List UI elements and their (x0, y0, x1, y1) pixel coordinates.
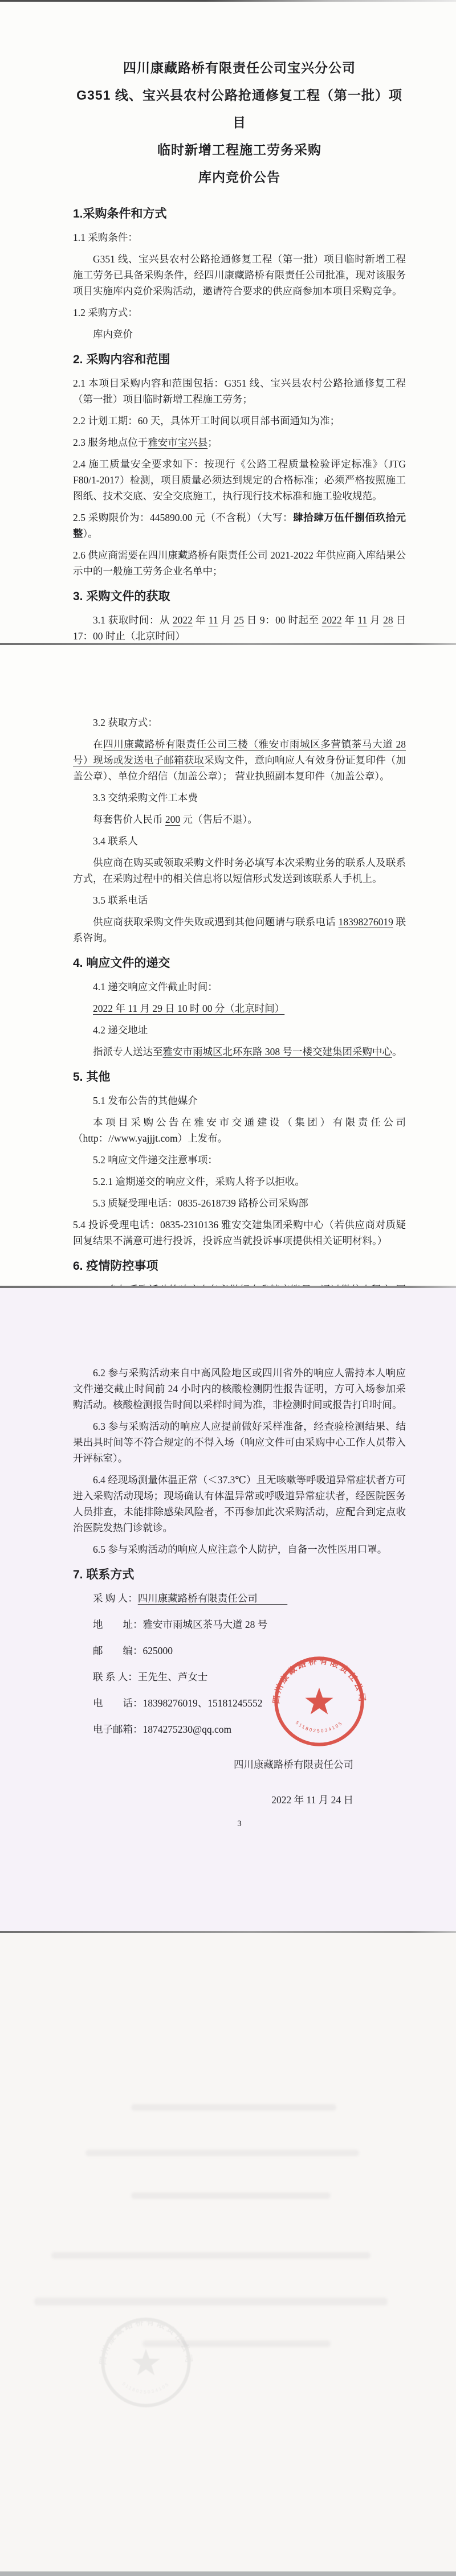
paragraph (73, 1022, 406, 1038)
paragraph (73, 1418, 406, 1466)
paragraph (73, 811, 406, 827)
seal-star-icon (132, 2349, 160, 2376)
text-run: 指派专人送达至 (93, 1046, 163, 1057)
text-run: 2022 (172, 614, 193, 626)
seal-company-text: 四川康藏路桥有限责任公司 (98, 2317, 194, 2366)
text-run: 6.5 参与采购活动的响应人应注意个人防护，自备一次性医用口罩。 (93, 1544, 388, 1555)
text-run: 5.3 质疑受理电话：0835-2618739 路桥公司采购部 (93, 1197, 308, 1209)
text-run: 地 址：雅安市雨城区茶马大道 28 号 (93, 1619, 268, 1630)
text-run: 四川康藏路桥有限责任公司宝兴分公司 (123, 60, 356, 75)
text-run: 四川康藏路桥有限责任公司 (137, 1593, 288, 1604)
text-run: 6.2 参与采购活动来自中高风险地区或四川省外的响应人需持本人响应文件递交截止时间前 24 小时内的核酸检测阴性报告证明，方可入场参加采购活动。核酸检测报告时间以采样时间为准，非检测时间或报告打印时间。 (73, 1367, 406, 1410)
section-heading (73, 588, 406, 605)
page-1 (0, 2, 456, 643)
text-run: 肆拾肆万伍仟捌佰玖拾元整 (73, 512, 406, 539)
text-run: 电子邮箱：1874275230@qq.com (93, 1724, 232, 1735)
text-run: 4.1 递交响应文件截止时间： (93, 981, 218, 992)
text-run: 6.4 经现场测量体温正常（＜37.3℃）且无咳嗽等呼吸道异常症状者方可进入采购活动现场；现场确认有体温异常或呼吸道异常症状者，经医院医务人员排查，未能排除感染风险者，不再参加此次采购活动，应配合到定点收治医院发热门诊就诊。 (73, 1474, 406, 1533)
text-run: 2.1 本项目采购内容和范围包括：G351 线、宝兴县农村公路抢通修复工程（第一批）项目临时新增工程施工劳务； (73, 378, 406, 405)
paragraph (73, 790, 406, 806)
doc-title-line (73, 81, 406, 136)
paragraph (73, 855, 406, 887)
text-run: 月 (218, 614, 234, 626)
text-run: 2022 年 11 月 24 日 (271, 1794, 353, 1806)
text-run: 电 话：18398276019、15181245552 (93, 1697, 263, 1709)
paragraph (73, 914, 406, 946)
text-run: 28 (383, 614, 393, 626)
text-run: 每套售价人民币 (93, 814, 165, 825)
text-run: 11 (357, 614, 368, 626)
seal-company-text: 四川康藏路桥有限责任公司 (271, 1656, 367, 1705)
text-run: 。 (392, 1046, 402, 1057)
paragraph (73, 1093, 406, 1109)
section-heading (73, 1566, 406, 1584)
text-run: 邮 编：625000 (93, 1645, 173, 1656)
paragraph (73, 229, 406, 245)
paragraph (73, 612, 406, 644)
text-run: 3. 采购文件的获取 (73, 590, 170, 603)
text-run: 2. 采购内容和范围 (73, 353, 170, 366)
paragraph (73, 715, 406, 731)
text-run: ； (207, 437, 218, 448)
paragraph (73, 1174, 406, 1189)
text-run: 5.1 发布公告的其他媒介 (93, 1095, 198, 1106)
text-run: 4. 响应文件的递交 (73, 957, 170, 970)
text-run: 联 系 人：王先生、芦女士 (93, 1671, 208, 1683)
text-run: 5.2.1 逾期递交的响应文件，采购人将予以拒收。 (93, 1176, 305, 1187)
seal-star-icon (305, 1688, 333, 1714)
text-run: 年 (341, 614, 358, 626)
text-run: 6.3 参与采购活动的响应人应提前做好采样准备，经查验检测结果、结果出具时间等不符合规定的不得入场（响应文件可由采购中心工作人员带入开评标室）。 (73, 1421, 406, 1464)
paragraph (73, 1541, 406, 1557)
text-run: 3.4 联系人 (93, 835, 138, 847)
text-run: 200 (165, 814, 181, 825)
company-seal-ghost (97, 2314, 195, 2411)
contact-field (73, 1590, 406, 1606)
text-run: 5. 其他 (73, 1070, 111, 1084)
paragraph (73, 736, 406, 784)
text-run: 雅安市雨城区北环东路 308 号一楼交建集团采购中心 (162, 1046, 392, 1057)
text-run: 5.2 响应文件递交注意事项： (93, 1154, 218, 1166)
text-run: 库内竞价公告 (198, 170, 280, 184)
text-run: 雅安市宝兴县 (148, 437, 208, 448)
text-run: 年 (192, 614, 209, 626)
paragraph (73, 1365, 406, 1413)
page-4 (0, 1933, 456, 2571)
text-run: 供应商获取采购文件失败或遇到其他问题请与联系电话 (93, 916, 339, 928)
contact-field (73, 1617, 406, 1632)
doc-title-line (73, 54, 406, 81)
section-heading (73, 351, 406, 368)
signature-line (73, 1757, 406, 1773)
text-run: 库内竞价 (93, 329, 133, 340)
page-2 (0, 645, 456, 1286)
text-run: 2.6 供应商需要在四川康藏路桥有限责任公司 2021-2022 年供应商入库结果公示中的一般施工劳务企业名单中； (73, 549, 406, 577)
bleed-through-smear (34, 2298, 388, 2306)
text-run: 11 (208, 614, 218, 626)
bleed-through-smear (85, 2150, 359, 2156)
text-run: 四川康藏路桥有限责任公司三楼（雅安市雨城区多营镇茶马大道 28 号）现场或发送电子邮箱获取 (73, 739, 406, 766)
paragraph (73, 1114, 406, 1146)
text-run: 5.4 投诉受理电话：0835-2310136 雅安交建集团采购中心（若供应商对质疑回复结果不满意可进行投诉，投诉应当就投诉事项提供相关证明材料。） (73, 1219, 406, 1246)
text-run: 日 17：00 时止（北京时间） (73, 614, 406, 642)
text-run: 3 (237, 1819, 242, 1828)
text-run: 2022 年 11 月 29 日 10 时 00 分（北京时间） (93, 1003, 285, 1014)
text-run: 2022 (321, 614, 342, 626)
text-run: 1.采购条件和方式 (73, 207, 167, 220)
paragraph (73, 1195, 406, 1211)
paragraph (73, 413, 406, 429)
paragraph (73, 510, 406, 542)
text-run: 本项目采购公告在雅安市交通建设（集团）有限责任公司（http：//www.yajjjt.com）上发布。 (73, 1117, 406, 1144)
page-3 (0, 1288, 456, 1931)
text-run: 3.1 获取时间：从 (93, 614, 173, 626)
bleed-through-smear (131, 2104, 336, 2111)
text-run: 6. 疫情防控事项 (73, 1260, 158, 1273)
scan-bottom-edge (0, 2571, 456, 2576)
page-number (73, 1819, 406, 1829)
text-run: 采 购 人： (93, 1593, 138, 1604)
text-run: 3.3 交纳采购文件工本费 (93, 792, 198, 803)
doc-title-line (73, 163, 406, 191)
paragraph (73, 456, 406, 504)
paragraph (73, 326, 406, 342)
text-run: 临时新增工程施工劳务采购 (157, 142, 321, 157)
paragraph (73, 1000, 406, 1016)
paragraph (73, 892, 406, 908)
doc-title-line (73, 136, 406, 163)
section-heading (73, 1069, 406, 1086)
text-run: 2.4 施工质量安全要求如下：按现行《公路工程质量检验评定标准》（JTG F80/1-2017）检测，项目质量必须达到规定的合格标准；必须严格按照施工图纸、技术交底、安全交底施工，执行现行技术标准和施工验收规范。 (73, 458, 406, 502)
text-run: 元（售后不退）。 (180, 814, 258, 825)
text-run: 4.2 递交地址 (93, 1024, 148, 1036)
paragraph (73, 1217, 406, 1249)
text-run: 3.5 联系电话 (93, 895, 148, 906)
text-run: 联系咨询。 (73, 916, 406, 944)
bleed-through-smear (51, 2252, 370, 2259)
section-heading (73, 1258, 406, 1275)
text-run: 2.5 采购限价为：445890.00 元（不含税）（大写： (73, 512, 294, 523)
page-2-content (0, 645, 456, 1334)
paragraph (73, 547, 406, 579)
paragraph (73, 1472, 406, 1536)
text-run: G351 线、宝兴县农村公路抢通修复工程（第一批）项目 (76, 88, 402, 130)
text-run: 1.2 采购方式： (73, 307, 138, 318)
text-run: 2.3 服务地点位于 (73, 437, 148, 448)
page-3-content (0, 1288, 456, 1829)
signature-line (73, 1792, 406, 1808)
text-run: 四川康藏路桥有限责任公司 (234, 1759, 353, 1770)
text-run: 18398276019 (338, 916, 393, 928)
text-run: 2.2 计划工期：60 天，具体开工时间以项目部书面通知为准； (73, 415, 340, 426)
page-1-content (0, 2, 456, 664)
text-run: 3.2 获取方式： (93, 717, 158, 728)
text-run: 25 (234, 614, 244, 626)
section-heading (73, 206, 406, 223)
seal-code-text: 5118025034105 (121, 2381, 171, 2395)
paragraph (73, 375, 406, 407)
paragraph (73, 1152, 406, 1168)
text-run: 在 (93, 739, 104, 750)
bleed-through-smear (131, 2192, 331, 2199)
text-run: G351 线、宝兴县农村公路抢通修复工程（第一批）项目临时新增工程施工劳务已具备采购条件，经四川康藏路桥有限责任公司批准，现对该服务项目实施库内竞价采购活动，邀请符合要求的供应商参加本项目采购竞争。 (73, 253, 406, 297)
text-run: 1.1 采购条件： (73, 232, 138, 243)
company-seal-stamp (270, 1652, 368, 1750)
paragraph (73, 1044, 406, 1060)
paragraph (73, 979, 406, 995)
text-run: 采购文件，意向响应人有效身份证复印件（加盖公章）、单位介绍信（加盖公章）； 营业执照副本复印件（加盖公章）。 (73, 754, 406, 782)
paragraph (73, 251, 406, 299)
text-run: 7. 联系方式 (73, 1568, 135, 1581)
paragraph (73, 434, 406, 450)
text-run: 供应商在购买或领取采购文件时务必填写本次采购业务的联系人及联系方式，在采购过程中的相关信息将以短信形式发送到该联系人手机上。 (73, 857, 406, 884)
paragraph (73, 833, 406, 849)
text-run: ）。 (83, 528, 98, 539)
section-heading (73, 955, 406, 972)
text-run: 日 9：00 时起至 (243, 614, 322, 626)
text-run: 月 (367, 614, 384, 626)
seal-code-text: 5118025034105 (294, 1720, 344, 1734)
paragraph (73, 305, 406, 321)
